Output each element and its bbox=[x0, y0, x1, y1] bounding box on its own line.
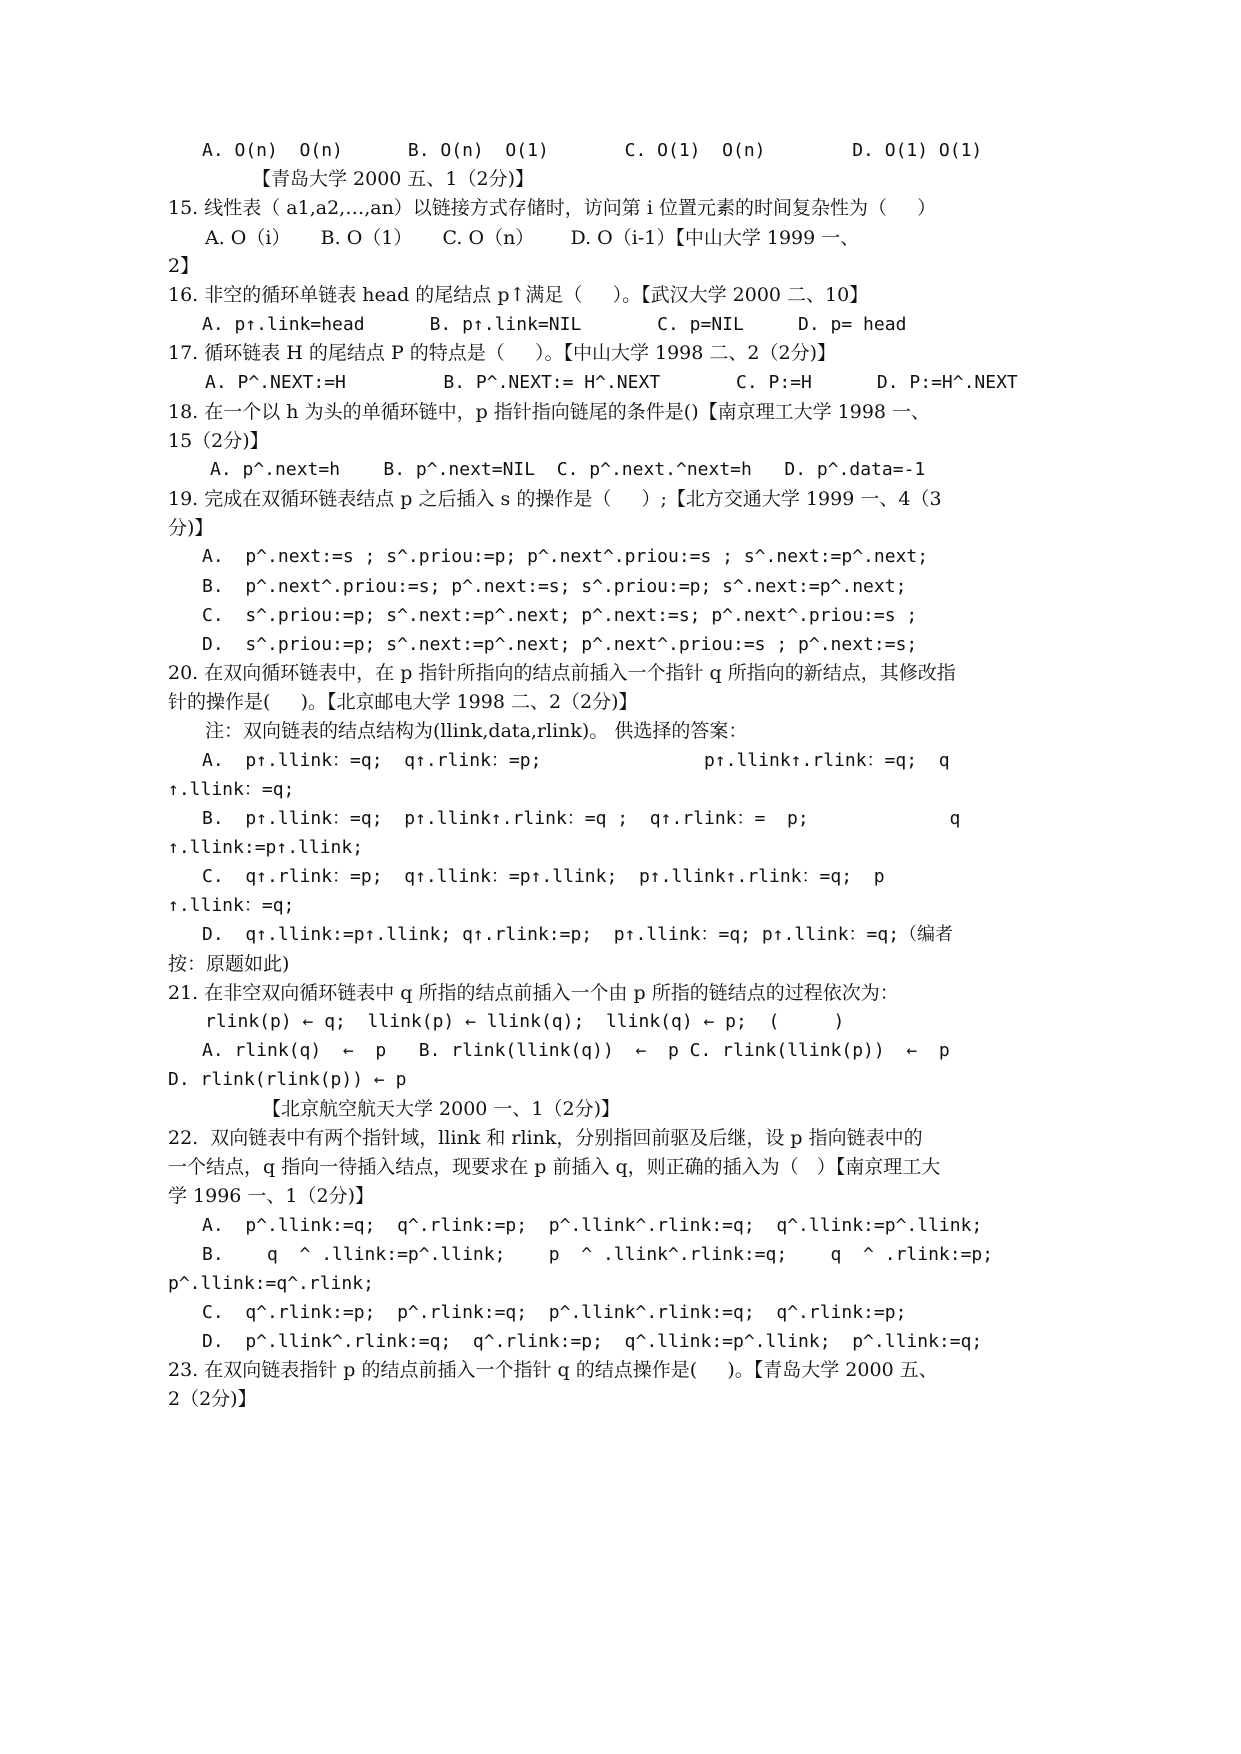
text-line: A. O（i） B. O（1） C. O（n） D. O（i-1）【中山大学 1999 一、 bbox=[205, 227, 860, 249]
text-line: 21. 在非空双向循环链表中 q 所指的结点前插入一个由 p 所指的链结点的过程依次为： bbox=[168, 982, 899, 1004]
text-line: 15. 线性表（ a1,a2,…,an）以链接方式存储时，访问第 i 位置元素的时间复杂性为（ ） bbox=[168, 197, 937, 219]
text-line: A. rlink(q) ← p B. rlink(llink(q)) ← p C. rlink(llink(p)) ← p bbox=[202, 1040, 950, 1061]
text-line: 分)】 bbox=[168, 517, 214, 539]
text-line: ↑.llink：=q; bbox=[168, 895, 295, 916]
text-line: B. p^.next^.priou:=s; p^.next:=s; s^.priou:=p; s^.next:=p^.next; bbox=[202, 576, 907, 597]
text-line: B. q ^ .llink:=p^.llink; p ^ .llink^.rlink:=q; q ^ .rlink:=p; bbox=[202, 1244, 994, 1265]
text-line: A. p↑.llink：=q; q↑.rlink：=p; p↑.llink↑.rlink：=q; q bbox=[202, 750, 950, 771]
text-line: A. p^.llink:=q; q^.rlink:=p; p^.llink^.rlink:=q; q^.llink:=p^.llink; bbox=[202, 1215, 983, 1236]
text-line: 15（2分)】 bbox=[168, 430, 269, 452]
text-line: D. q↑.llink:=p↑.llink; q↑.rlink:=p; p↑.llink：=q; p↑.llink：=q;（编者 bbox=[202, 924, 954, 945]
text-line: 按：原题如此) bbox=[168, 953, 290, 975]
text-line: 针的操作是( )。【北京邮电大学 1998 二、2（2分)】 bbox=[168, 691, 638, 713]
text-line: 2】 bbox=[168, 255, 200, 277]
text-line: rlink(p) ← q; llink(p) ← llink(q); llink(q) ← p; ( ) bbox=[205, 1011, 845, 1032]
text-line: 18. 在一个以 h 为头的单循环链中，p 指针指向链尾的条件是()【南京理工大学 1998 一、 bbox=[168, 401, 931, 423]
text-line: C. s^.priou:=p; s^.next:=p^.next; p^.next:=s; p^.next^.priou:=s ; bbox=[202, 605, 918, 626]
text-line: 20. 在双向循环链表中，在 p 指针所指向的结点前插入一个指针 q 所指向的新结点，其修改指 bbox=[168, 662, 956, 684]
text-line: C. q↑.rlink：=p; q↑.llink：=p↑.llink; p↑.llink↑.rlink：=q; p bbox=[202, 866, 885, 887]
text-line: A. p^.next:=s ; s^.priou:=p; p^.next^.priou:=s ; s^.next:=p^.next; bbox=[202, 546, 929, 567]
text-line: p^.llink:=q^.rlink; bbox=[168, 1273, 374, 1294]
text-line: B. p↑.llink：=q; p↑.llink↑.rlink：=q ; q↑.rlink：= p; q bbox=[202, 808, 961, 829]
text-line: 19. 完成在双循环链表结点 p 之后插入 s 的操作是（ ）;【北方交通大学 1999 一、4（3 bbox=[168, 488, 942, 510]
text-line: ↑.llink：=q; bbox=[168, 779, 295, 800]
text-line: D. p^.llink^.rlink:=q; q^.rlink:=p; q^.llink:=p^.llink; p^.llink:=q; bbox=[202, 1331, 983, 1352]
text-line: 22. 双向链表中有两个指针域，llink 和 rlink，分别指回前驱及后继，设 p 指向链表中的 bbox=[168, 1127, 923, 1149]
text-line: A. p↑.link=head B. p↑.link=NIL C. p=NIL D. p= head bbox=[202, 314, 907, 335]
text-line: A. p^.next=h B. p^.next=NIL C. p^.next.^next=h D. p^.data=-1 bbox=[210, 459, 926, 480]
text-line: 一个结点，q 指向一待插入结点，现要求在 p 前插入 q，则正确的插入为（ ）【南京理工大 bbox=[168, 1156, 941, 1178]
text-line: 学 1996 一、1（2分)】 bbox=[168, 1185, 375, 1207]
text-line: 【北京航空航天大学 2000 一、1（2分)】 bbox=[262, 1098, 621, 1120]
text-line: 16. 非空的循环单链表 head 的尾结点 p↑满足（ ）。【武汉大学 2000 二、10】 bbox=[168, 284, 869, 306]
text-line: ↑.llink:=p↑.llink; bbox=[168, 837, 364, 858]
text-line: D. s^.priou:=p; s^.next:=p^.next; p^.next^.priou:=s ; p^.next:=s; bbox=[202, 634, 918, 655]
text-line: 注：双向链表的结点结构为(llink,data,rlink)。 供选择的答案： bbox=[205, 720, 748, 742]
text-line: 2（2分)】 bbox=[168, 1388, 257, 1410]
text-line: A. P^.NEXT:=H B. P^.NEXT:= H^.NEXT C. P:=H D. P:=H^.NEXT bbox=[205, 372, 1018, 393]
text-line: C. q^.rlink:=p; p^.rlink:=q; p^.llink^.rlink:=q; q^.rlink:=p; bbox=[202, 1302, 907, 1323]
text-line: 23. 在双向链表指针 p 的结点前插入一个指针 q 的结点操作是( )。【青岛大学 2000 五、 bbox=[168, 1359, 938, 1381]
text-line: 17. 循环链表 H 的尾结点 P 的特点是（ ）。【中山大学 1998 二、2（2分)】 bbox=[168, 342, 836, 364]
text-line: 【青岛大学 2000 五、1（2分)】 bbox=[252, 168, 535, 190]
text-line: A. O(n) O(n) B. O(n) O(1) C. O(1) O(n) D. O(1) O(1) bbox=[202, 140, 983, 161]
text-line: D. rlink(rlink(p)) ← p bbox=[168, 1069, 407, 1090]
